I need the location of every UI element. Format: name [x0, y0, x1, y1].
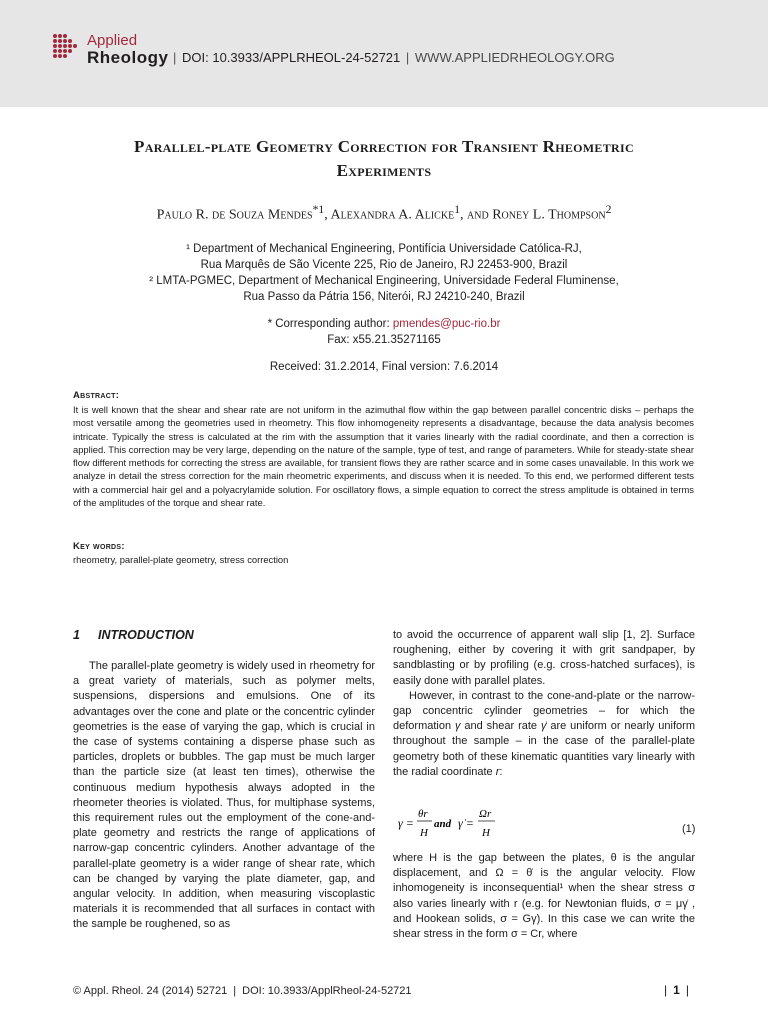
footer-citation: © Appl. Rheol. 24 (2014) 52721: [73, 985, 228, 997]
paper-title: [40, 135, 728, 183]
eq-numerator-2: Ωr: [479, 808, 492, 820]
keywords-text: rheometry, parallel-plate geometry, stress correction: [73, 554, 289, 565]
title-line-1: Parallel-plate Geometry Correction for Transient Rheometric: [134, 137, 634, 156]
abstract-text: It is well known that the shear and shear rate are not uniform in the azimuthal flow within the gap between parallel concentric disks – perhaps the most versatile among the geometries used in rheometry. This flow inhomogeneity represents a disadvantage, because the data analysis becomes intricate. Typically the stress is calculated at the rim with the assumption that it varies linearly with the radial coordinate, and then a correction is applied. This correction may be very large, depending on the nature of the sample, type of test, and range of parameters. While for steady-state shear flow different methods for correcting the stress are available, for transient flows they are rather scarce and in some cases unavailable. In this work we analyze in detail the stress correction for the main rheometric experiments, and discuss when it is needed. To this end, we performed different tests with a commercial hair gel and a polyacrylamide solution. For oscillatory flows, a simple equation to correct the stress amplitude is obtained in terms of the amplitudes of the torque and shear rate.: [73, 404, 694, 509]
right-column-continued: [393, 851, 695, 942]
author-1-marker: *1: [312, 203, 325, 216]
eq-denominator-1: H: [420, 827, 428, 839]
intro-paragraph-2: to avoid the occurrence of apparent wall slip [1, 2]. Surface roughening, either by covering it with grit sandpaper, by sandblasting or by profiling (e.g. cross-hatched surfaces), is easily done with parallel plates.: [393, 629, 695, 687]
corresponding-author: [40, 316, 728, 348]
logo-rheology-text: Rheology: [87, 48, 169, 67]
abstract-heading: Abstract:: [73, 390, 120, 401]
header-website-link[interactable]: WWW.APPLIEDRHEOLOGY.ORG: [414, 50, 615, 65]
author-3-marker: 2: [605, 203, 612, 216]
author-1: Paulo R. de Souza Mendes: [156, 207, 313, 223]
footer-doi: DOI: 10.3933/ApplRheol-24-52721: [242, 985, 412, 997]
section-heading: [73, 628, 194, 642]
right-column-text: [393, 628, 695, 780]
author-3: Roney L. Thompson: [492, 207, 606, 223]
header-doi: DOI: 10.3933/APPLRHEOL-24-52721: [182, 50, 401, 65]
author-2-marker: 1: [454, 203, 461, 216]
page-footer: © Appl. Rheol. 24 (2014) 52721 | DOI: 10.3933/ApplRheol-24-52721: [73, 985, 412, 997]
affiliation-1-line-1: ¹ Department of Mechanical Engineering, Pontifícia Universidade Católica-RJ,: [186, 243, 582, 255]
header-doi-line: | DOI: 10.3933/APPLRHEOL-24-52721 | WWW.APPLIEDRHEOLOGY.ORG: [173, 50, 615, 65]
section-number: 1: [73, 628, 80, 642]
eq-lhs-2: γ̇ =: [458, 816, 474, 830]
logo-applied-text: Applied: [87, 32, 138, 49]
affiliation-2-line-2: Rua Passo da Pátria 156, Niterói, RJ 24210-240, Brazil: [243, 291, 525, 303]
author-2: Alexandra A. Alicke: [330, 207, 455, 223]
received-dates: Received: 31.2.2014, Final version: 7.6.2014: [269, 361, 499, 373]
left-column-text: [73, 659, 375, 933]
eq-and: and: [434, 818, 452, 830]
affiliation-2-line-1: ² LMTA-PGMEC, Department of Mechanical Engineering, Universidade Federal Fluminense,: [149, 275, 619, 287]
section-title: INTRODUCTION: [98, 628, 194, 642]
logo-dots-icon: [52, 33, 80, 61]
page-number: | 1 |: [664, 983, 689, 997]
corresponding-email-link[interactable]: pmendes@puc-rio.br: [392, 318, 501, 330]
keywords-heading: Key words:: [73, 541, 125, 552]
intro-paragraph-3: However, in contrast to the cone-and-plate or the narrow-gap concentric cylinder geometries – for which the deformation γ and shear rate γ̇ are uniform or nearly uniform throughout the sample – in the case of the parallel-plate geometry both of these kinematic quantities vary linearly with the radial coordinate r:: [393, 689, 695, 778]
equation-number: (1): [682, 823, 696, 835]
intro-paragraph-4: where H is the gap between the plates, θ is the angular displacement, and Ω = θ̇ is the angular velocity. Flow inhomogeneity is inconsequential¹ when the shear stress σ also varies linearly with r (e.g. for Newtonian fluids, σ = μγ̇ , and Hookean solids, σ = Gγ). In this case we can write the shear stress in the form σ = Cr, where: [393, 852, 695, 941]
equation-1: [398, 805, 508, 841]
eq-numerator-1: θr: [418, 808, 428, 820]
corresponding-fax: Fax: x55.21.35271165: [327, 334, 441, 346]
author-list: Paulo R. de Souza Mendes$^{*1}$, Alexandra A. Alicke$^1$, and Roney L. Thompson$^2$: [156, 203, 612, 223]
corresponding-label: * Corresponding author:: [267, 318, 393, 330]
affiliation-1-line-2: Rua Marquês de São Vicente 225, Rio de Janeiro, RJ 22453-900, Brazil: [200, 259, 568, 271]
title-line-2: Experiments: [336, 161, 432, 180]
eq-denominator-2: H: [482, 827, 490, 839]
eq-lhs-1: γ =: [398, 816, 414, 830]
intro-paragraph-1: The parallel-plate geometry is widely used in rheometry for a great variety of materials, such as polymer melts, suspensions, dispersions and emulsions. One of its advantages over the cone and plate or the concentric cylinder geometries is the ease of varying the gap, which is crucial in the case of systems containing a disperse phase such as particles, droplets or bubbles. The gap must be much larger than the particle size (at least ten times), otherwise the continuous medium hypothesis always adopted in the rheometer theories is violated. Thus, for multiphase systems, this requirement rules out the employment of the cone-and-plate geometry and restricts the range of applications of narrow-gap concentric cylinders. Another advantage of the parallel-plate geometry is a wider range of shear rate, which can be changed by varying the plate diameter, gap, and angular velocity. In addition, when measuring viscoplastic materials it is recommended that all surfaces in contact with the sample be roughened, so as: [73, 660, 375, 931]
